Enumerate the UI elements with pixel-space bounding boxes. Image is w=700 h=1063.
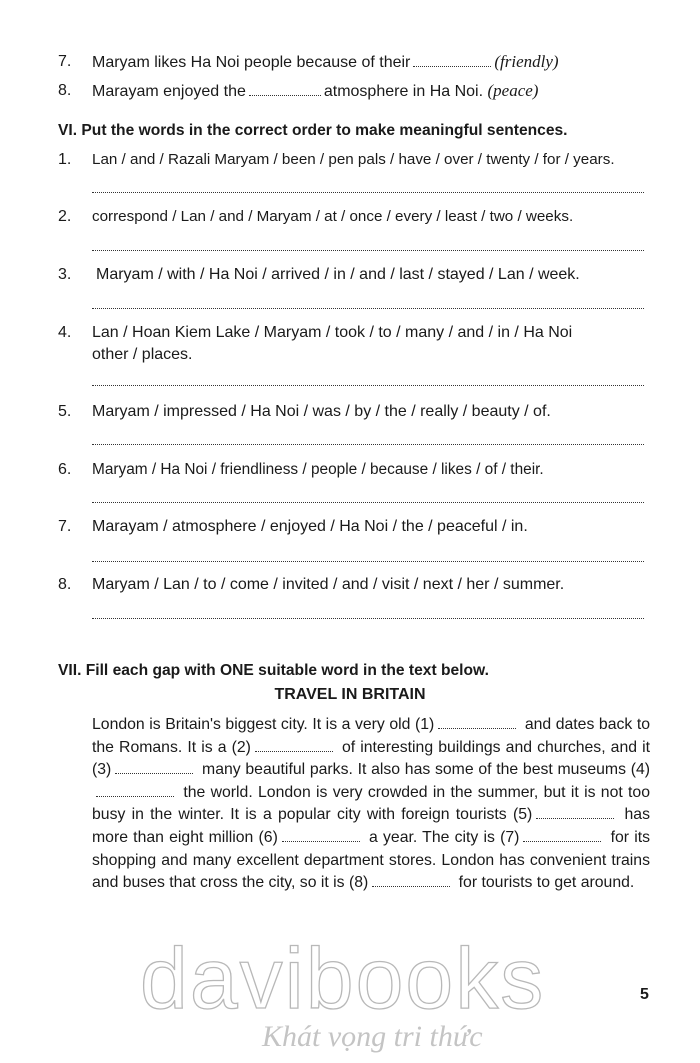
scrambled-words: Lan / Hoan Kiem Lake / Maryam / took / to / many / and / in / Ha Noi bbox=[92, 324, 573, 341]
part-v-item-7 bbox=[0, 51, 700, 73]
answer-blank[interactable] bbox=[413, 54, 491, 67]
part-vi-item-2 bbox=[0, 206, 700, 228]
scrambled-words: correspond / Lan / and / Maryam / at / once / every / least / two / weeks. bbox=[92, 208, 574, 225]
scrambled-words: Lan / and / Razali Maryam / been / pen pals / have / over / twenty / for / years. bbox=[92, 151, 615, 168]
answer-line-2[interactable] bbox=[92, 250, 644, 251]
answer-line-8[interactable] bbox=[92, 618, 644, 619]
answer-blank[interactable] bbox=[249, 83, 321, 96]
item-number: 3. bbox=[58, 266, 72, 283]
word-hint: (friendly) bbox=[494, 52, 559, 71]
item-number: 8. bbox=[58, 82, 72, 99]
part-vi-item-6 bbox=[0, 459, 700, 481]
page-number: 5 bbox=[640, 986, 649, 1003]
item-number: 6. bbox=[58, 461, 72, 478]
part-vi-item-8 bbox=[0, 574, 700, 596]
item-text-after: atmosphere in Ha Noi. bbox=[323, 83, 484, 100]
part-v-item-8 bbox=[0, 80, 700, 102]
answer-line-4[interactable] bbox=[92, 385, 644, 386]
watermark-tagline: Khát vọng tri thức bbox=[262, 1020, 483, 1053]
part-vi-item-4 bbox=[0, 322, 700, 344]
part-vi-item-1 bbox=[0, 149, 700, 171]
gap-3[interactable] bbox=[115, 761, 193, 774]
item-number: 7. bbox=[58, 518, 72, 535]
scrambled-words-continued: other / places. bbox=[92, 346, 193, 363]
item-number: 1. bbox=[58, 151, 72, 168]
item-number: 7. bbox=[58, 53, 72, 70]
scrambled-words: Maryam / with / Ha Noi / arrived / in / and / last / stayed / Lan / week. bbox=[96, 266, 580, 283]
item-number: 5. bbox=[58, 403, 72, 420]
part-vi-item-5 bbox=[0, 401, 700, 423]
item-text: Maryam likes Ha Noi people because of their bbox=[92, 54, 411, 71]
answer-line-3[interactable] bbox=[92, 308, 644, 309]
item-number: 4. bbox=[58, 324, 72, 341]
part-vi-heading: VI. Put the words in the correct order to make meaningful sentences. bbox=[58, 122, 568, 139]
part-vi-item-4-cont bbox=[0, 344, 700, 366]
answer-line-6[interactable] bbox=[92, 502, 644, 503]
item-text: Marayam enjoyed the bbox=[92, 83, 246, 100]
part-vi-item-3 bbox=[0, 264, 700, 286]
item-number: 2. bbox=[58, 208, 72, 225]
gap-1[interactable] bbox=[438, 716, 516, 729]
scrambled-words: Maryam / Lan / to / come / invited / and / visit / next / her / summer. bbox=[92, 576, 565, 593]
gap-8[interactable] bbox=[372, 874, 450, 887]
watermark-logo: davibooks bbox=[140, 931, 546, 1027]
answer-line-5[interactable] bbox=[92, 444, 644, 445]
scrambled-words: Marayam / atmosphere / enjoyed / Ha Noi / the / peaceful / in. bbox=[92, 518, 528, 535]
item-number: 8. bbox=[58, 576, 72, 593]
scrambled-words: Maryam / Ha Noi / friendliness / people / because / likes / of / their. bbox=[92, 461, 544, 478]
gap-7[interactable] bbox=[523, 829, 601, 842]
answer-line-7[interactable] bbox=[92, 561, 644, 562]
passage-text: London is Britain's biggest city. It is a very old (1) and dates back to the Romans. It is a (2) of interesting buildings and churches, and it (3) many beautiful parks. It also has some of the best museums (4) the world. London is very crowded in the summer, but it is not too busy in the winter. It is a popular city with foreign tourists (5) has more than eight million (6) a year. The city is (7) for its shopping and many excellent department stores. London has convenient trains and buses that cross the city, so it is (8) for tourists to get around. bbox=[92, 716, 651, 892]
scrambled-words: Maryam / impressed / Ha Noi / was / by / the / really / beauty / of. bbox=[92, 403, 551, 420]
passage-title: TRAVEL IN BRITAIN bbox=[274, 686, 426, 703]
part-vii-heading: VII. Fill each gap with ONE suitable word in the text below. bbox=[58, 662, 489, 679]
gap-2[interactable] bbox=[255, 739, 333, 752]
gap-4[interactable] bbox=[96, 784, 174, 797]
answer-line-1[interactable] bbox=[92, 192, 644, 193]
gap-6[interactable] bbox=[282, 829, 360, 842]
part-vi-item-7 bbox=[0, 516, 700, 538]
word-hint: (peace) bbox=[487, 81, 539, 100]
gap-5[interactable] bbox=[536, 806, 614, 819]
